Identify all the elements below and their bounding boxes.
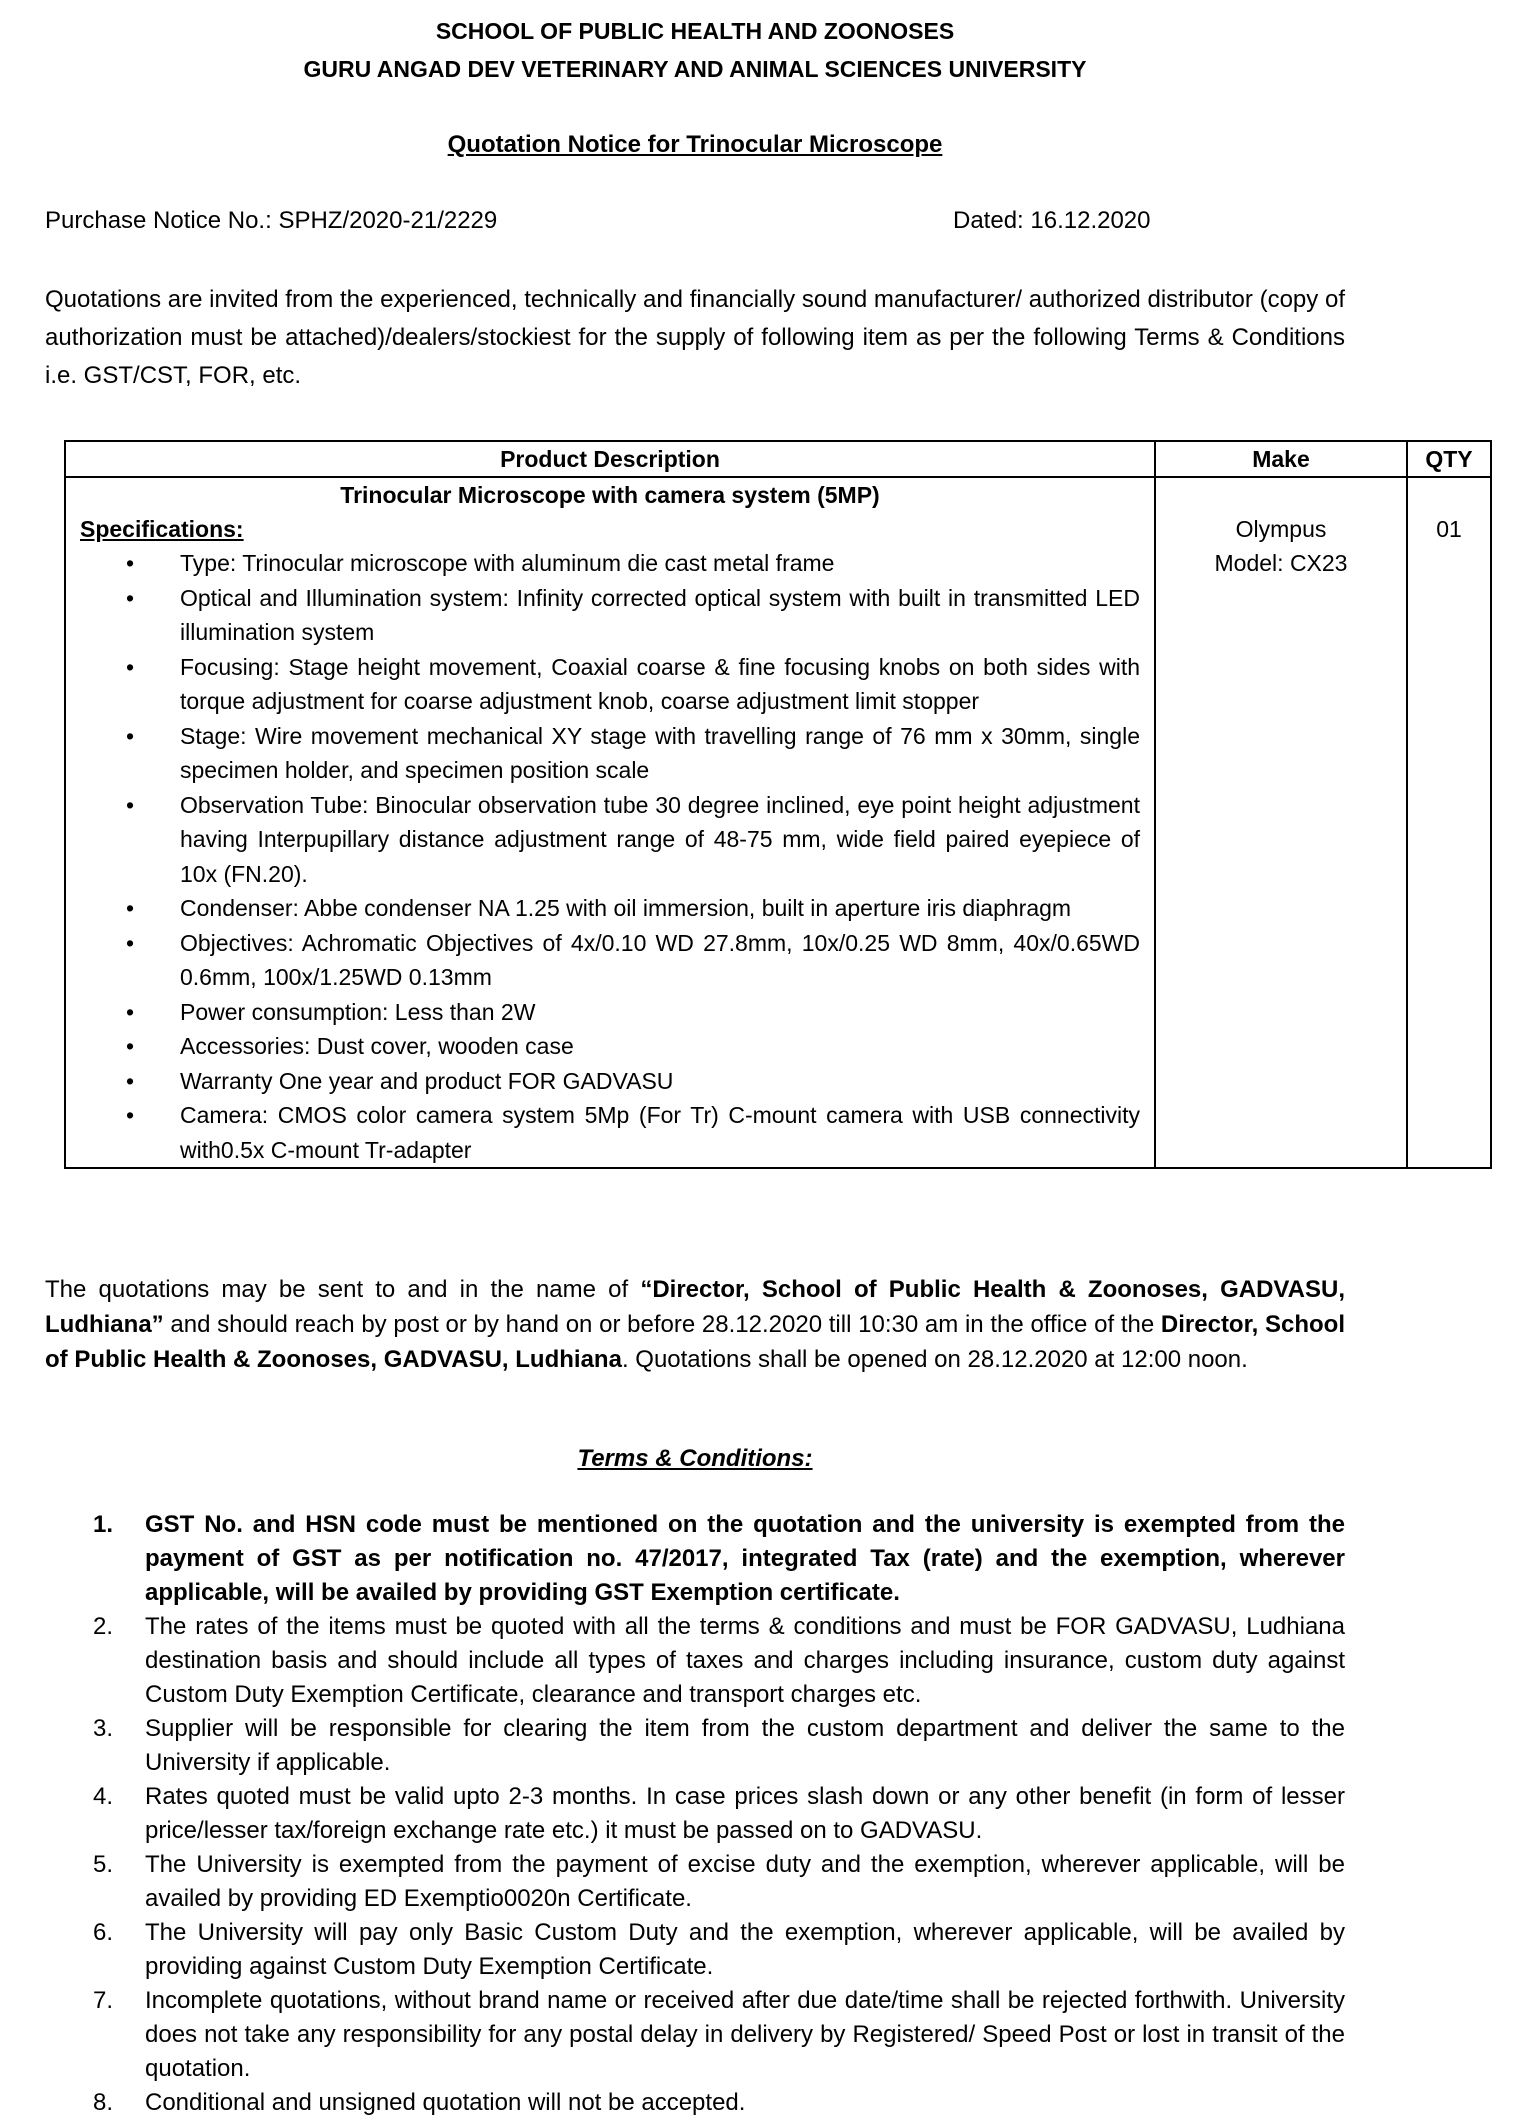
terms-list [45,1508,1345,2120]
table-row [65,477,1491,1168]
intro-paragraph: Quotations are invited from the experienced, technically and financially sound manufacturer/ authorized distributor (copy of authorization must be attached)/dealers/stockiest for the supply of following item as per the following Terms & Conditions i.e. GST/CST, FOR, etc. [45,286,1345,389]
spec-item: • Optical and Illumination system: Infinity corrected optical system with built in transmitted LED illumination system [180,581,1140,650]
product-title: Trinocular Microscope with camera system (5MP) [340,482,880,508]
column-header-make: Make [1155,441,1407,477]
school-name: SCHOOL OF PUBLIC HEALTH AND ZOONOSES [435,18,955,44]
spec-item: • Power consumption: Less than 2W [180,995,1140,1030]
term-item [45,1712,1345,1780]
term-item [45,2086,1345,2120]
term-item [45,1848,1345,1916]
closing-text-3: . Quotations shall be opened on 28.12.2020 at 12:00 noon. [621,1346,1248,1373]
closing-office: Director, School of Public Health & Zoonoses, GADVASU, Ludhiana [45,1311,1345,1373]
term-text: Rates quoted must be valid upto 2-3 months. In case prices slash down or any other benefit (in form of lesser price/lesser tax/foreign exchange rate etc.) it must be passed on to GADVASU. [145,1783,1345,1844]
qty-cell [1407,477,1491,1168]
spec-item: • Objectives: Achromatic Objectives of 4x/0.10 WD 27.8mm, 10x/0.25 WD 8mm, 40x/0.65WD 0.6mm, 100x/1.25WD 0.13mm [180,926,1140,995]
notice-title: Quotation Notice for Trinocular Microscope [447,131,943,158]
term-number: 7. [93,1987,114,2014]
term-text: The University will pay only Basic Custom Duty and the exemption, wherever applicable, will be availed by providing against Custom Duty Exemption Certificate. [145,1919,1345,1980]
spec-item: • Condenser: Abbe condenser NA 1.25 with oil immersion, built in aperture iris diaphragm [180,891,1140,926]
make-model: Model: CX23 [1214,550,1348,576]
term-text: Incomplete quotations, without brand name or received after due date/time shall be rejected forthwith. University does not take any responsibility for any postal delay in delivery by Registered/ Speed Post or lost in transit of the quotation. [145,1987,1345,2082]
term-text: Conditional and unsigned quotation will not be accepted. [145,2089,746,2116]
term-number: 3. [93,1715,114,1742]
term-number: 5. [93,1851,114,1878]
term-text: Supplier will be responsible for clearing the item from the custom department and deliver the same to the University if applicable. [145,1715,1345,1776]
notice-date: Dated: 16.12.2020 [953,207,1151,234]
column-header-qty: QTY [1407,441,1491,477]
term-number: 2. [93,1613,114,1640]
term-text: The University is exempted from the payment of excise duty and the exemption, wherever applicable, will be availed by providing ED Exemptio0020n Certificate. [145,1851,1345,1912]
terms-heading: Terms & Conditions: [577,1445,813,1472]
term-item [45,1610,1345,1712]
product-table [64,440,1492,1169]
spec-item: • Stage: Wire movement mechanical XY stage with travelling range of 76 mm x 30mm, single specimen holder, and specimen position scale [180,719,1140,788]
make-brand: Olympus [1235,516,1327,542]
closing-text-2: and should reach by post or by hand on or before 28.12.2020 till 10:30 am in the office of the [163,1311,1161,1338]
term-item [45,1984,1345,2086]
term-item [45,1508,1345,1610]
spec-item: • Warranty One year and product FOR GADVASU [180,1064,1140,1099]
document-header [0,12,1390,88]
specifications-list [80,546,1140,1167]
closing-text-1: The quotations may be sent to and in the name of [45,1276,641,1303]
purchase-notice-number: Purchase Notice No.: SPHZ/2020-21/2229 [45,207,498,234]
table-header-row [65,441,1491,477]
closing-addressee: “Director, School of Public Health & Zoonoses, GADVASU, Ludhiana” [45,1276,1345,1338]
make-cell [1155,477,1407,1168]
university-name: GURU ANGAD DEV VETERINARY AND ANIMAL SCIENCES UNIVERSITY [303,56,1087,82]
term-number: 6. [93,1919,114,1946]
specifications-heading: Specifications: [80,516,244,542]
description-cell [65,477,1155,1168]
column-header-description: Product Description [65,441,1155,477]
spec-item: • Type: Trinocular microscope with aluminum die cast metal frame [180,546,1140,581]
qty-value: 01 [1436,516,1462,542]
term-text: The rates of the items must be quoted with all the terms & conditions and must be FOR GADVASU, Ludhiana destination basis and should include all types of taxes and charges including insurance, custom duty against Custom Duty Exemption Certificate, clearance and transport charges etc. [145,1613,1345,1708]
term-text: GST No. and HSN code must be mentioned on the quotation and the university is exempted from the payment of GST as per notification no. 47/2017, integrated Tax (rate) and the exemption, wherever applicable, will be availed by providing GST Exemption certificate. [145,1511,1345,1606]
spec-item: • Focusing: Stage height movement, Coaxial coarse & fine focusing knobs on both sides with torque adjustment for coarse adjustment knob, coarse adjustment limit stopper [180,650,1140,719]
term-number: 8. [93,2089,114,2116]
spec-item: • Camera: CMOS color camera system 5Mp (For Tr) C-mount camera with USB connectivity with0.5x C-mount Tr-adapter [180,1098,1140,1167]
term-number: 4. [93,1783,114,1810]
notice-reference-line [45,204,1345,238]
spec-item: • Observation Tube: Binocular observation tube 30 degree inclined, eye point height adjustment having Interpupillary distance adjustment range of 48-75 mm, wide field paired eyepiece of 10x (FN.20). [180,788,1140,892]
spec-item: • Accessories: Dust cover, wooden case [180,1029,1140,1064]
term-item [45,1916,1345,1984]
term-number: 1. [93,1511,114,1538]
term-item [45,1780,1345,1848]
submission-paragraph [45,1272,1345,1377]
